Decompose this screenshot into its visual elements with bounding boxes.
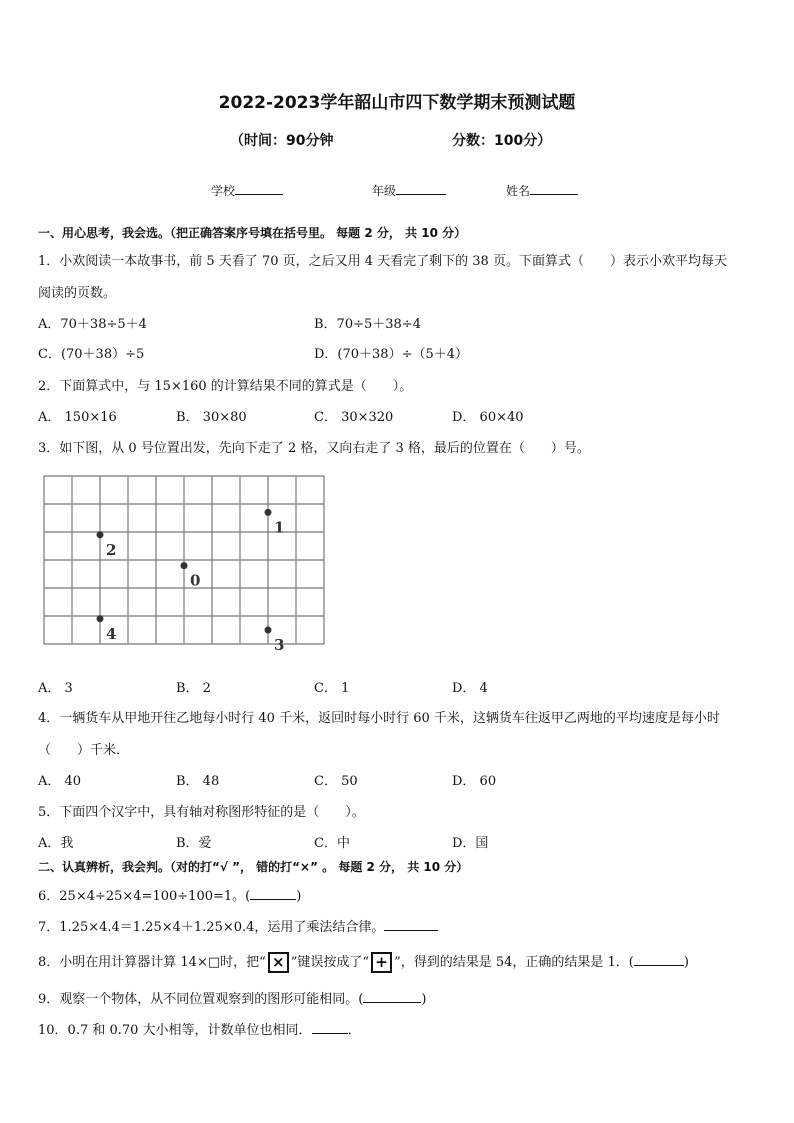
q5-option-c: C．中 xyxy=(314,836,350,851)
q1-line2: 阅读的页数。 xyxy=(38,286,117,301)
q2-text: 2．下面算式中，与 15×160 的计算结果不同的算式是（ ）。 xyxy=(38,379,413,394)
grid-lines xyxy=(44,476,324,644)
grid-point-0 xyxy=(181,562,188,569)
q10-close: ． xyxy=(347,1023,361,1038)
q7 xyxy=(38,916,438,935)
section2-heading: 二、认真辨析，我会判。（对的打“√ ”， 错的打“×” 。 每题 2 分， 共 10 分） xyxy=(38,860,469,874)
q4-option-b: B． 48 xyxy=(176,774,220,789)
grid-point-label-3: 3 xyxy=(274,636,285,654)
q1-option-a: A．70＋38÷5＋4 xyxy=(38,317,147,332)
q4-option-c: C． 50 xyxy=(314,774,358,789)
grid-point-label-0: 0 xyxy=(190,571,201,590)
q9 xyxy=(38,988,426,1007)
school-label: 学校 xyxy=(211,184,236,198)
grid-point-1 xyxy=(265,509,272,516)
q1-option-c: C．(70＋38）÷5 xyxy=(38,347,145,362)
q10 xyxy=(38,1019,361,1038)
q4-option-d: D． 60 xyxy=(452,774,497,789)
multiply-key-icon: × xyxy=(268,952,289,973)
q2-option-d: D． 60×40 xyxy=(452,410,524,425)
grid-points xyxy=(97,509,285,654)
exam-score: 分数：100分） xyxy=(452,133,552,149)
q6-answer-blank[interactable] xyxy=(250,887,296,900)
q6-text: 6．25×4÷25×4=100÷100=1。( xyxy=(38,889,251,904)
q4-line2: （ ）千米． xyxy=(38,743,130,758)
q4-line1: 4．一辆货车从甲地开往乙地每小时行 40 千米，返回时每小时行 60 千米，这辆货车往返甲乙两地的平均速度是每小时 xyxy=(38,711,720,726)
q8 xyxy=(38,951,689,973)
q2-option-c: C． 30×320 xyxy=(314,410,394,425)
name-field xyxy=(506,182,578,199)
q2-option-b: B． 30×80 xyxy=(176,410,247,425)
exam-time: （时间：90分钟 xyxy=(230,133,334,149)
grid-point-label-1: 1 xyxy=(274,518,285,537)
q8-close: ) xyxy=(683,955,689,970)
q5-option-a: A．我 xyxy=(38,836,74,851)
plus-key-icon: + xyxy=(371,952,392,973)
q1-option-d: D．(70＋38）÷（5＋4） xyxy=(314,347,469,362)
grid-point-label-4: 4 xyxy=(106,624,117,643)
name-label: 姓名 xyxy=(506,184,531,198)
q9-answer-blank[interactable] xyxy=(363,990,421,1003)
q5-option-b: B．爱 xyxy=(176,836,212,851)
q3-option-a: A． 3 xyxy=(38,681,73,696)
q6-close: ) xyxy=(296,889,302,904)
q5-option-d: D．国 xyxy=(452,836,489,851)
q4-option-a: A． 40 xyxy=(38,774,82,789)
q9-close: ) xyxy=(421,992,427,1007)
grid-point-4 xyxy=(97,615,104,622)
q3-text: 3．如下图，从 0 号位置出发，先向下走了 2 格，又向右走了 3 格，最后的位置在（ ）号。 xyxy=(38,441,590,456)
grid-point-3 xyxy=(265,627,272,634)
q5-text: 5．下面四个汉字中，具有轴对称图形特征的是（ ）。 xyxy=(38,805,365,820)
q10-text: 10．0.7 和 0.70 大小相等，计数单位也相同． xyxy=(38,1023,312,1038)
q2-option-a: A． 150×16 xyxy=(38,410,117,425)
page-title: 2022-2023学年韶山市四下数学期末预测试题 xyxy=(218,93,576,113)
q3-option-c: C． 1 xyxy=(314,681,350,696)
q8-text-pre: 8．小明在用计算器计算 14×□时，把“ xyxy=(38,955,266,970)
q7-answer-blank[interactable] xyxy=(384,918,438,931)
q8-text-mid: ”键误按成了“ xyxy=(290,955,370,970)
q1-line1: 1．小欢阅读一本故事书，前 5 天看了 70 页，之后又用 4 天看完了剩下的 38 页。下面算式（ ）表示小欢平均每天 xyxy=(38,254,727,269)
q6 xyxy=(38,885,301,904)
grade-label: 年级 xyxy=(372,184,397,198)
school-field xyxy=(211,182,283,199)
q7-text: 7．1.25×4.4＝1.25×4＋1.25×0.4，运用了乘法结合律。 xyxy=(38,920,385,935)
q10-answer-blank[interactable] xyxy=(312,1021,348,1034)
q9-text: 9．观察一个物体，从不同位置观察到的图形可能相同。( xyxy=(38,992,364,1007)
q3-option-b: B． 2 xyxy=(176,681,211,696)
q3-grid-figure xyxy=(40,472,332,656)
grid-point-label-2: 2 xyxy=(106,540,117,559)
grade-field xyxy=(372,182,446,199)
q8-answer-blank[interactable] xyxy=(634,953,684,966)
q8-text-post: ”，得到的结果是 54，正确的结果是 1．( xyxy=(394,955,634,970)
grid-point-2 xyxy=(97,531,104,538)
q1-option-b: B．70÷5＋38÷4 xyxy=(314,317,421,332)
q3-option-d: D． 4 xyxy=(452,681,488,696)
section1-heading: 一、用心思考，我会选。（把正确答案序号填在括号里。 每题 2 分， 共 10 分） xyxy=(38,226,467,240)
